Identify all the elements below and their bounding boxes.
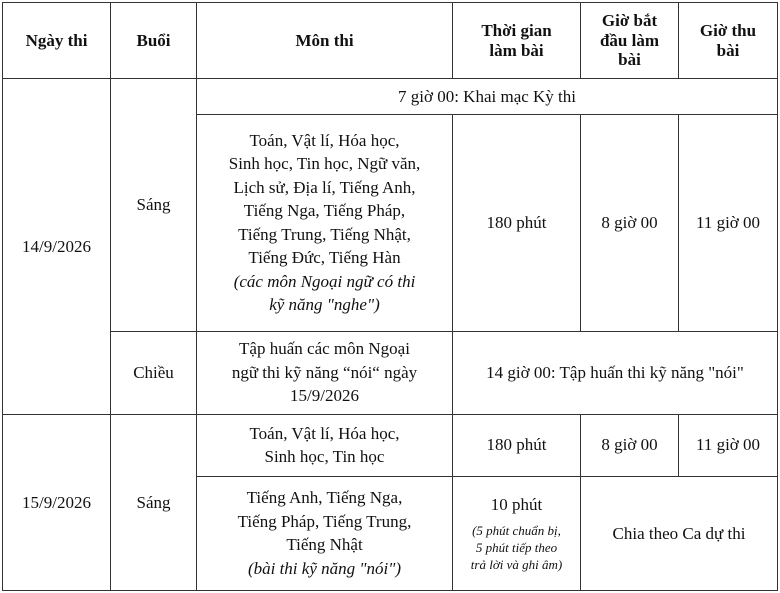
day1-date: 14/9/2026 [3,79,111,415]
subject-note-line1: (các môn Ngoại ngữ có thi [233,271,416,291]
speaking-subject-line2: Tiếng Pháp, Tiếng Trung, [237,511,412,531]
day1-opening-ceremony: 7 giờ 00: Khai mạc Kỳ thi [197,79,778,115]
subject-line: Tiếng Đức, Tiếng Hàn [248,248,401,268]
table-row [3,79,778,115]
day1-afternoon-subject [197,331,453,414]
subject-line: Tiếng Nga, Tiếng Pháp, [243,201,406,221]
day1-morning-duration: 180 phút [453,115,581,331]
header-duration-line1: Thời gian [481,21,552,41]
day2-session: Sáng [111,414,197,590]
table-row [3,331,778,414]
speaking-note: (bài thi kỹ năng "nói") [247,558,402,578]
speaking-subject-line1: Tiếng Anh, Tiếng Nga, [246,488,403,508]
speaking-subject-line3: Tiếng Nhật [286,535,363,555]
day2-row1-end: 11 giờ 00 [679,414,778,476]
subject-line: Lịch sử, Địa lí, Tiếng Anh, [233,177,416,197]
afternoon-subject-line3: 15/9/2026 [290,386,359,406]
header-duration [453,3,581,79]
day2-row2-subjects [197,476,453,590]
day2-row2-timing: Chia theo Ca dự thi [581,476,778,590]
subject-line: Tiếng Trung, Tiếng Nhật, [238,224,411,244]
header-end-time [679,3,778,79]
day2-row1-duration: 180 phút [453,414,581,476]
day1-morning-start: 8 giờ 00 [581,115,679,331]
day2-date: 15/9/2026 [3,414,111,590]
speaking-duration: 10 phút [490,495,543,515]
header-date: Ngày thi [3,3,111,79]
day2-subject-line1: Toán, Vật lí, Hóa học, [249,423,400,443]
header-row [3,3,778,79]
table-row [3,414,778,476]
day1-morning-end: 11 giờ 00 [679,115,778,331]
day1-morning-subjects [197,115,453,331]
day2-row1-start: 8 giờ 00 [581,414,679,476]
speaking-duration-note-line3: trả lời và ghi âm) [470,556,563,572]
header-start-time [581,3,679,79]
day2-subject-line2: Sinh học, Tin học [264,447,385,467]
speaking-duration-note-line2: 5 phút tiếp theo [475,539,558,555]
header-start-line3: bài [618,50,641,70]
header-session: Buổi [111,3,197,79]
afternoon-subject-line2: ngữ thi kỹ năng “nói“ ngày [231,362,418,382]
day2-row1-subjects [197,414,453,476]
header-duration-line2: làm bài [489,40,544,60]
afternoon-subject-line1: Tập huấn các môn Ngoại [239,339,410,359]
day1-morning-session: Sáng [111,79,197,331]
header-end-line1: Giờ thu [699,21,757,41]
day1-afternoon-session: Chiều [111,331,197,414]
subject-line: Sinh học, Tin học, Ngữ văn, [228,154,421,174]
speaking-duration-note-line1: (5 phút chuẩn bị, [472,522,561,538]
day2-row2-duration [453,476,581,590]
day1-afternoon-schedule: 14 giờ 00: Tập huấn thi kỹ năng "nói" [453,331,778,414]
subject-note-line2: kỹ năng "nghe") [269,295,380,315]
header-end-line2: bài [716,40,740,60]
header-start-line1: Giờ bắt [601,11,658,31]
header-start-line2: đầu làm [599,30,660,50]
header-subject: Môn thi [197,3,453,79]
subject-line: Toán, Vật lí, Hóa học, [249,131,400,151]
exam-schedule-table [2,2,778,591]
